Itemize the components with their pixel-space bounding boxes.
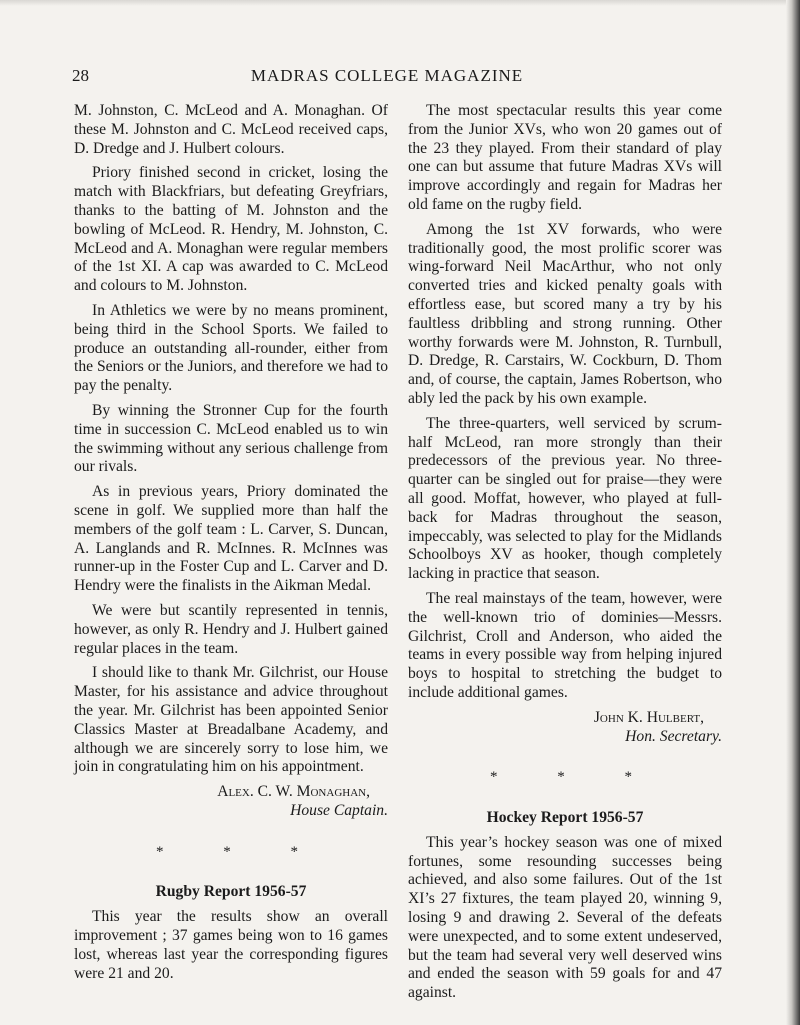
paragraph: In Athletics we were by no means prominent, being third in the School Sports. We failed to produce an outstanding all-rounder, either from the Seniors or the Juniors, and therefore we had to pay the penalty.	[74, 301, 388, 395]
signature-name: Alex. C. W. Monaghan,	[217, 783, 370, 801]
running-head: MADRAS COLLEGE MAGAZINE	[250, 66, 524, 85]
left-column	[74, 102, 388, 989]
hockey-report-heading: Hockey Report 1956-57	[486, 809, 644, 827]
paragraph: Among the 1st XV forwards, who were traditionally good, the most prolific scorer was wing-forward Neil MacArthur, who not only converted tries and kicked penalty goals with effortless ease, but scored many a try by his faultless dribbling and strong running. Other worthy forwards were M. Johnston, R. Turnbull, D. Dredge, R. Carstairs, W. Cockburn, D. Thom and, of course, the captain, James Robertson, who ably led the pack by his own example.	[408, 220, 722, 407]
page-header	[72, 66, 778, 96]
paragraph: This year’s hockey season was one of mixed fortunes, some resounding successes being achieved, and also some failures. Out of the 1st XI’s 27 fixtures, the team played 20, winning 9, losing 9 and drawing 2. Several of the defeats were unexpected, and to some extent undeserved, but the team had several very well deserved wins and ended the season with 59 goals for and 47 against.	[408, 833, 722, 1002]
section-separator: * * *	[156, 843, 326, 860]
right-column	[408, 102, 722, 1009]
paragraph: I should like to thank Mr. Gilchrist, our House Master, for his assistance and advice throughout the year. Mr. Gilchrist has been appointed Senior Classics Master at Breadalbane Academy, and although we are sincerely sorry to lose him, we join in congratulating him on his appointment.	[74, 664, 388, 776]
rugby-signature	[408, 709, 722, 747]
scan-top-edge	[0, 0, 800, 6]
paragraph: The real mainstays of the team, however, were the well-known trio of dominies—Messrs. Gilchrist, Croll and Anderson, who aided the teams in every possible way from helping injured boys to hospital to stretching the budget to include additional games.	[408, 589, 722, 701]
paragraph: As in previous years, Priory dominated the scene in golf. We supplied more than half the members of the golf team : L. Carver, S. Duncan, A. Langlands and R. McInnes. R. McInnes was runner-up in the Foster Cup and L. Carver and D. Hendry were the finalists in the Aikman Medal.	[74, 483, 388, 595]
signature-role: House Captain.	[290, 801, 388, 819]
paragraph: We were but scantily represented in tennis, however, as only R. Hendry and J. Hulbert gained regular places in the team.	[74, 601, 388, 657]
paragraph: Priory finished second in cricket, losing the match with Blackfriars, but defeating Greyfriars, thanks to the batting of M. Johnston and the bowling of McLeod. R. Hendry, M. Johnston, C. McLeod and A. Monaghan were regular members of the 1st XI. A cap was awarded to C. McLeod and colours to M. Johnston.	[74, 164, 388, 295]
paragraph: The three-quarters, well serviced by scrum-half McLeod, ran more strongly than their predecessors of the previous year. No three-quarter can be singled out for praise—they were all good. Moffat, however, who played at full-back for Madras throughout the season, impeccably, was selected to play for the Midlands Schoolboys XV as hooker, though completely lacking in practice that season.	[408, 414, 722, 583]
scan-binding-edge	[786, 0, 800, 1025]
paragraph: The most spectacular results this year come from the Junior XVs, who won 20 games out of the 23 they played. From their standard of play one can but assume that future Madras XVs will improve accordingly and regain for Madras her old fame on the rugby field.	[408, 102, 722, 213]
priory-signature	[74, 783, 388, 821]
paragraph: This year the results show an overall improvement ; 37 games being won to 16 games lost, whereas last year the corresponding figures were 21 and 20.	[74, 908, 388, 982]
rugby-report-heading: Rugby Report 1956-57	[155, 883, 307, 901]
signature-role: Hon. Secretary.	[625, 727, 722, 745]
section-separator: * * *	[490, 769, 660, 786]
page-number: 28	[72, 66, 89, 85]
paragraph: By winning the Stronner Cup for the fourth time in succession C. McLeod enabled us to win the swimming without any serious challenge from our rivals.	[74, 401, 388, 476]
paragraph: M. Johnston, C. McLeod and A. Monaghan. Of these M. Johnston and C. McLeod received caps, D. Dredge and J. Hulbert colours.	[74, 102, 388, 157]
signature-name: John K. Hulbert,	[593, 708, 704, 726]
